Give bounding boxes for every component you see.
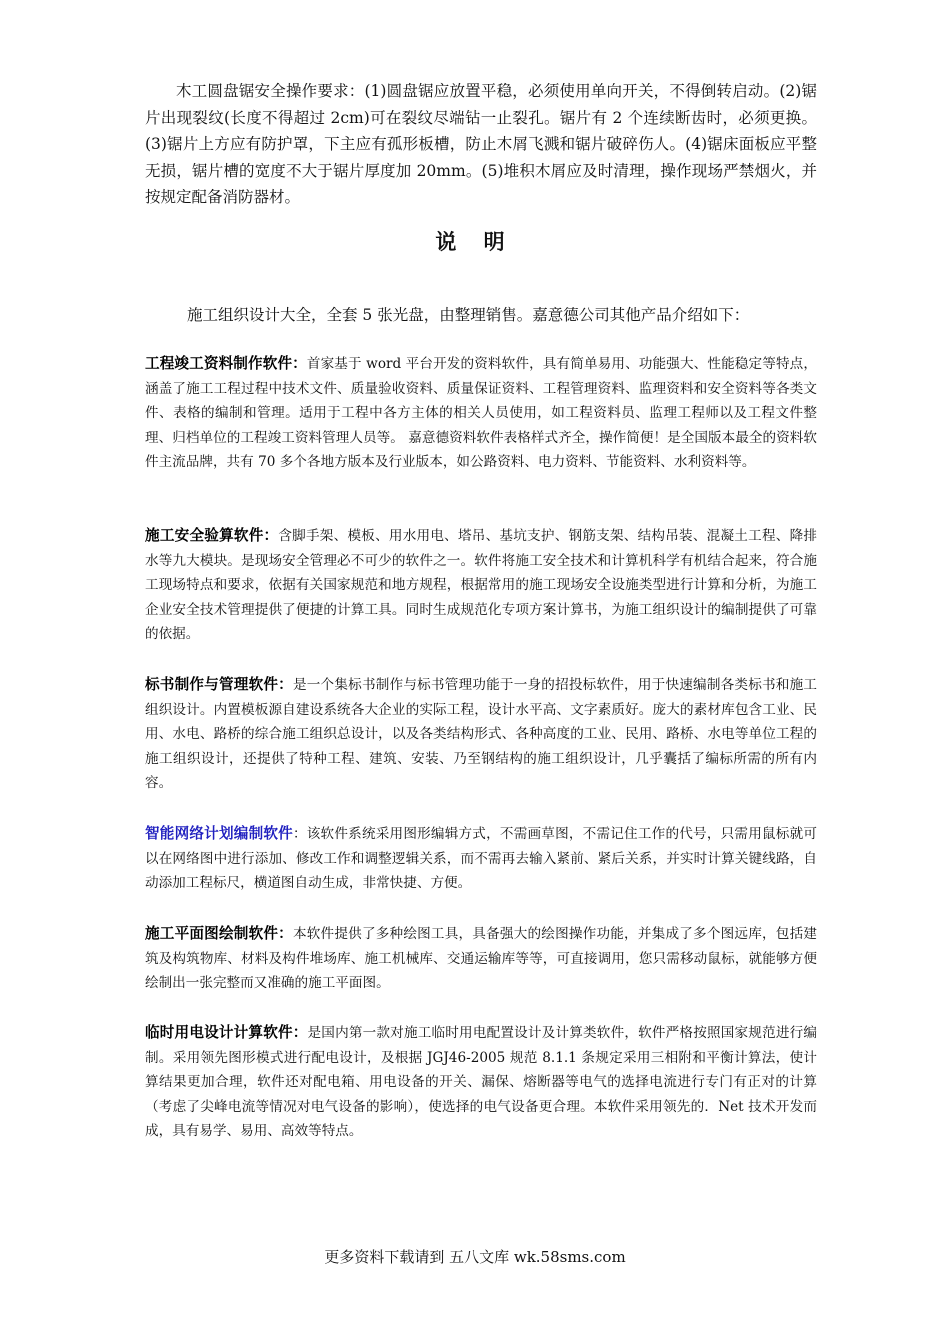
- section-heading-link[interactable]: 智能网络计划编制软件: [145, 825, 293, 842]
- section-heading: 临时用电设计计算软件：: [145, 1024, 308, 1041]
- section-site-plan-software: [145, 922, 817, 996]
- section-heading: 施工安全验算软件：: [145, 527, 279, 544]
- intro-paragraph: 木工圆盘锯安全操作要求：(1)圆盘锯应放置平稳，必须使用单向开关，不得倒转启动。(2)锯片出现裂纹(长度不得超过 2cm)可在裂纹尽端钻一止裂孔。锯片有 2 个连续断齿时，必须更换。(3)锯片上方应有防护罩，下主应有孤形板槽，防止木屑飞溅和锯片破碎伤人。(4)锯床面板应平整无损，锯片槽的宽度不大于锯片厚度加 20mm。(5)堆积木屑应及时清理，操作现场严禁烟火，并按规定配备消防器材。: [145, 82, 817, 206]
- section-heading: 施工平面图绘制软件：: [145, 925, 293, 942]
- section-body: 是国内第一款对施工临时用电配置设计及计算类软件，软件严格按照国家规范进行编制。采用领先图形模式进行配电设计，及根据 JGJ46-2005 规范 8.1.1 条规定采用三相附和平衡计算法，使计算结果更加合理，软件还对配电箱、用电设备的开关、漏保、熔断器等电气的选择电流进行专门有正对的计算（考虑了尖峰电流等情况对电气设备的影响），使选择的电气设备更合理。本软件采用领先的．Net 技术开发而成，具有易学、易用、高效等特点。: [145, 1025, 817, 1140]
- section-body: ：该软件系统采用图形编辑方式，不需画草图，不需记住工作的代号，只需用鼠标就可以在网络图中进行添加、修改工作和调整逻辑关系，而不需再去输入紧前、紧后关系，并实时计算关键线路，自动添加工程标尺，横道图自动生成，非常快捷、方便。: [145, 826, 817, 892]
- section-completion-docs-software: [145, 352, 817, 475]
- section-tender-software: [145, 673, 817, 796]
- section-temp-power-software: [145, 1021, 817, 1144]
- footer-download-note[interactable]: 更多资料下载请到 五八文库 wk.58sms.com: [324, 1248, 626, 1266]
- section-safety-calc-software: [145, 524, 817, 647]
- section-body: 首家基于 word 平台开发的资料软件，具有简单易用、功能强大、性能稳定等特点，涵盖了施工工程过程中技术文件、质量验收资料、质量保证资料、工程管理资料、监理资料和安全资料等各类文件、表格的编制和管理。适用于工程中各方主体的相关人员使用，如工程资料员、监理工程师以及工程文件整理、归档单位的工程竣工资料管理人员等。 嘉意德资料软件表格样式齐全，操作简便！是全国版本最全的资料软件主流品牌，共有 70 多个各地方版本及行业版本，如公路资料、电力资料、节能资料、水利资料等。: [145, 356, 817, 471]
- section-body: 是一个集标书制作与标书管理功能于一身的招投标软件，用于快速编制各类标书和施工组织设计。内置模板源自建设系统各大企业的实际工程，设计水平高、文字素质好。庞大的素材库包含工业、民用、水电、路桥的综合施工组织总设计，以及各类结构形式、各种高度的工业、民用、路桥、水电等单位工程的施工组织设计，还提供了特种工程、建筑、安装、乃至钢结构的施工组织设计，几乎囊括了编标所需的所有内容。: [145, 677, 817, 792]
- section-heading: 标书制作与管理软件：: [145, 676, 293, 693]
- lead-paragraph: 施工组织设计大全，全套 5 张光盘，由整理销售。嘉意德公司其他产品介绍如下：: [187, 306, 750, 324]
- page-title: 说 明: [435, 230, 515, 254]
- section-body: 本软件提供了多种绘图工具，具备强大的绘图操作功能，并集成了多个图远库，包括建筑及构筑物库、材料及构件堆场库、施工机械库、交通运输库等等，可直接调用，您只需移动鼠标，就能够方便绘制出一张完整而又准确的施工平面图。: [145, 926, 817, 992]
- section-heading: 工程竣工资料制作软件：: [145, 355, 307, 372]
- section-body: 含脚手架、模板、用水用电、塔吊、基坑支护、钢筋支架、结构吊装、混凝土工程、降排水等九大模块。是现场安全管理必不可少的软件之一。软件将施工安全技术和计算机科学有机结合起来，符合施工现场特点和要求，依据有关国家规范和地方规程，根据常用的施工现场安全设施类型进行计算和分析，为施工企业安全技术管理提供了便捷的计算工具。同时生成规范化专项方案计算书，为施工组织设计的编制提供了可靠的依据。: [145, 528, 817, 643]
- section-network-plan-software: [145, 822, 817, 896]
